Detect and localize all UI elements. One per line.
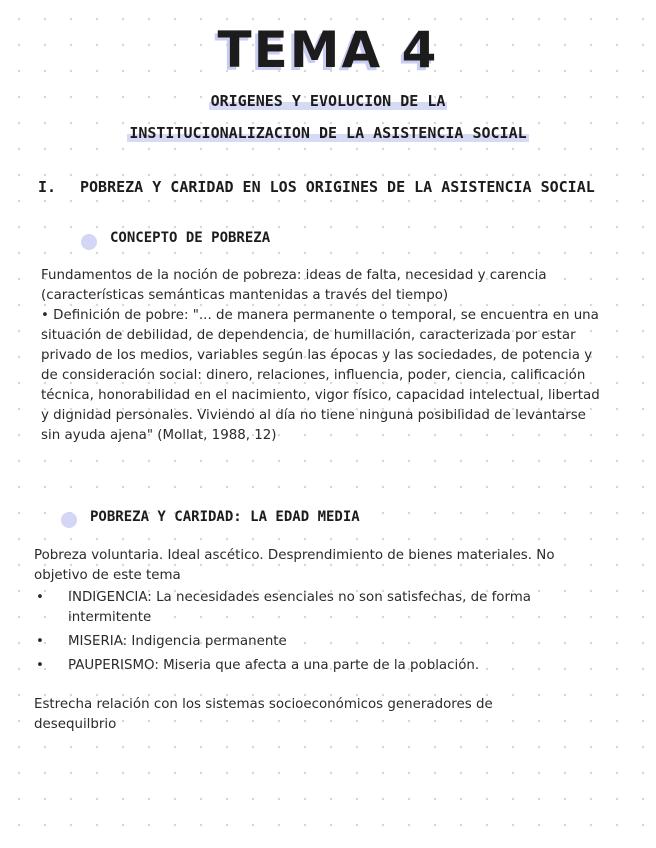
section-1-title: POBREZA Y CARIDAD EN LOS ORIGINES DE LA ASISTENCIA SOCIAL — [80, 178, 595, 196]
list-item-text: MISERIA: Indigencia permanente — [68, 634, 287, 649]
edad-media-list — [34, 588, 594, 680]
list-item — [34, 588, 594, 628]
bullet-icon: • — [36, 590, 44, 605]
page-title — [0, 18, 656, 82]
page-title-text: TEMA 4 — [217, 21, 439, 79]
edad-media-heading: POBREZA Y CARIDAD: LA EDAD MEDIA — [90, 509, 360, 525]
list-item — [34, 656, 594, 676]
bullet-icon: • — [36, 634, 44, 649]
list-item — [34, 632, 594, 652]
concepto-body — [41, 266, 601, 446]
subtitle-line-1-text: ORIGENES Y EVOLUCION DE LA — [210, 92, 446, 110]
list-item-text: PAUPERISMO: Miseria que afecta a una parte de la población. — [68, 658, 480, 673]
list-item-text: INDIGENCIA: La necesidades esenciales no son satisfechas, de forma intermitente — [68, 590, 532, 625]
section-1-heading — [38, 178, 638, 196]
subtitle-line-2-text: INSTITUCIONALIZACION DE LA ASISTENCIA SOCIAL — [129, 124, 527, 142]
subtitle-line-1 — [0, 92, 656, 110]
concepto-paragraph-1: Fundamentos de la noción de pobreza: ideas de falta, necesidad y carencia (características semánticas mantenidas a través del tiempo) — [41, 268, 547, 303]
section-1-number: I. — [38, 178, 57, 196]
concepto-paragraph-2: • Definición de pobre: "... de manera permanente o temporal, se encuentra en una situación de debilidad, de dependencia, de humillación, caracterizada por estar privado de los medios, variables según las épocas y las sociedades, de potencia y de consideración social: dinero, relaciones, influencia, poder, ciencia, calificación técnica, honorabilidad en el nacimiento, vigor físico, capacidad intelectual, libertad y dignidad personales. Viviendo al día no tiene ninguna posibilidad de levantarse sin ayuda ajena" (Mollat, 1988, 12) — [41, 308, 600, 443]
bullet-dot-icon — [61, 512, 77, 528]
edad-media-intro: Pobreza voluntaria. Ideal ascético. Desprendimiento de bienes materiales. No objetivo de este tema — [34, 548, 555, 583]
bullet-dot-icon — [81, 234, 97, 250]
subtitle-line-2 — [0, 124, 656, 142]
edad-media-closing: Estrecha relación con los sistemas socioeconómicos generadores de desequilbrio — [34, 697, 493, 732]
bullet-icon: • — [36, 658, 44, 673]
concepto-heading: CONCEPTO DE POBREZA — [110, 230, 271, 246]
